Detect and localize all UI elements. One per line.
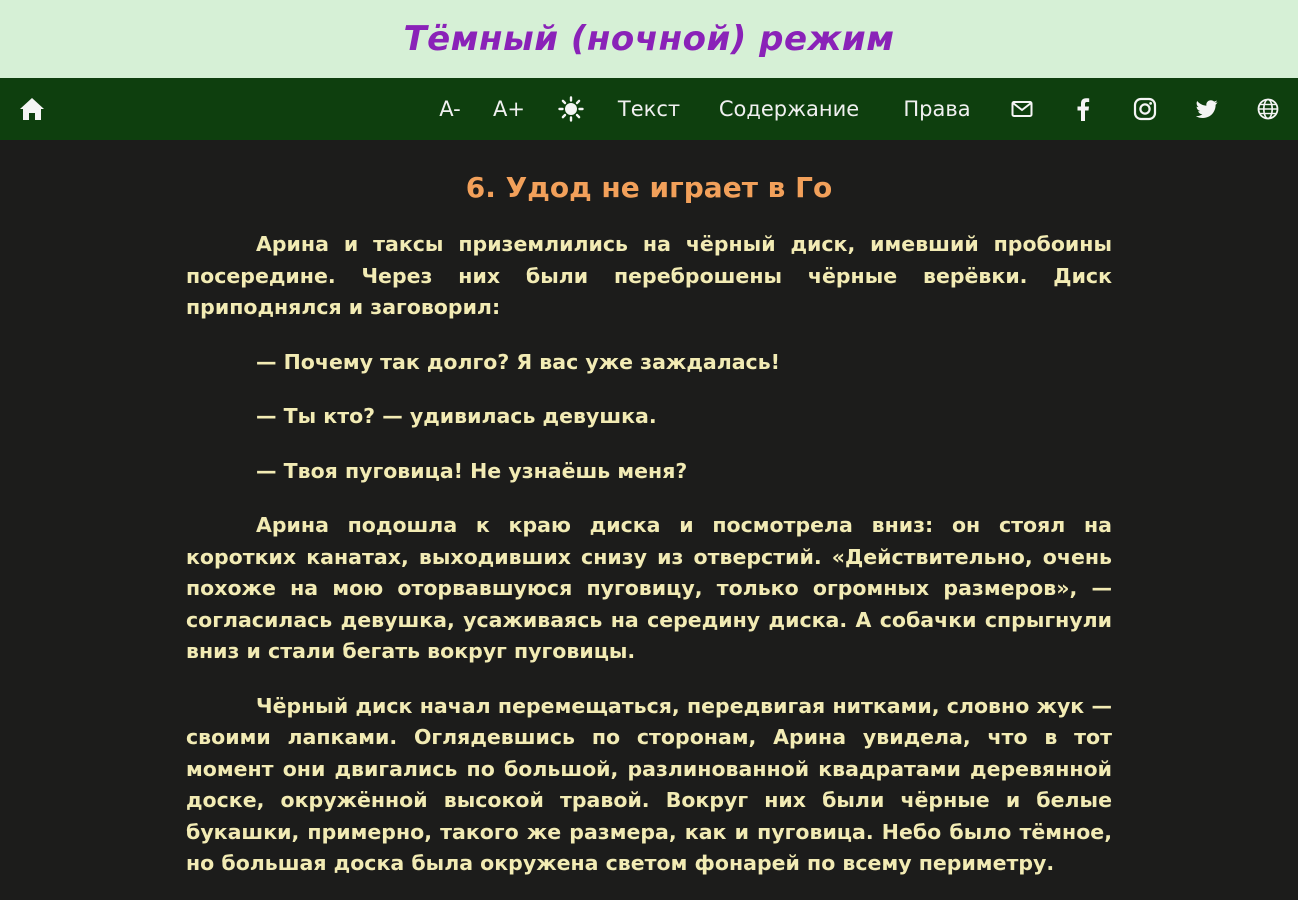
paragraph: Арина и таксы приземлились на чёрный диск, имевший пробоины посередине. Через них были переброшены чёрные верёвки. Диск приподнялся и заговорил: xyxy=(186,232,1112,319)
home-icon xyxy=(18,96,46,122)
mail-button[interactable] xyxy=(1008,78,1036,140)
mode-banner xyxy=(0,0,1298,78)
envelope-icon xyxy=(1011,100,1033,118)
dialog-line: — Почему так долго? Я вас уже заждалась! xyxy=(256,349,781,374)
twitter-icon xyxy=(1196,100,1218,118)
banner-title: Тёмный (ночной) режим xyxy=(403,19,895,59)
facebook-button[interactable] xyxy=(1070,78,1096,140)
chapter-title: 6. Удод не играет в Го xyxy=(465,171,833,204)
facebook-icon xyxy=(1076,97,1090,121)
nav-text-link[interactable]: Текст xyxy=(617,97,681,121)
twitter-button[interactable] xyxy=(1192,78,1222,140)
instagram-icon xyxy=(1133,97,1157,121)
dialog-line: — Твоя пуговица! Не узнаёшь меня? xyxy=(256,458,688,483)
nav-rights-link[interactable]: Права xyxy=(903,97,971,121)
font-decrease-button[interactable]: A- xyxy=(439,97,461,121)
top-navbar xyxy=(0,78,1298,140)
globe-icon xyxy=(1257,98,1279,120)
font-increase-button[interactable]: A+ xyxy=(493,97,525,121)
theme-toggle-button[interactable] xyxy=(555,78,587,140)
language-button[interactable] xyxy=(1254,78,1282,140)
dialog-line: — Ты кто? — удивилась девушка. xyxy=(256,404,657,428)
nav-contents-link[interactable]: Содержание xyxy=(718,97,860,121)
home-button[interactable] xyxy=(14,78,50,140)
instagram-button[interactable] xyxy=(1130,78,1160,140)
chapter-content xyxy=(186,140,1112,900)
paragraph: Чёрный диск начал перемещаться, передвигая нитками, словно жук — своими лапками. Оглядевшись по сторонам, Арина увидела, что в тот момент они двигались по большой, разлинованной квадратами деревянной доске, окружённой высокой травой. Вокруг них были чёрные и белые букашки, примерно, такого же размера, как и пуговица. Небо было тёмное, но большая доска была окружена светом фонарей по всему периметру. xyxy=(186,693,1112,875)
paragraph: Арина подошла к краю диска и посмотрела вниз: он стоял на коротких канатах, выходивших снизу из отверстий. «Действительно, очень похоже на мою оторвавшуюся пуговицу, только огромных размеров», — согласилась девушка, усаживаясь на середину диска. А собачки спрыгнули вниз и стали бегать вокруг пуговицы. xyxy=(186,513,1112,663)
sun-icon xyxy=(558,96,584,122)
